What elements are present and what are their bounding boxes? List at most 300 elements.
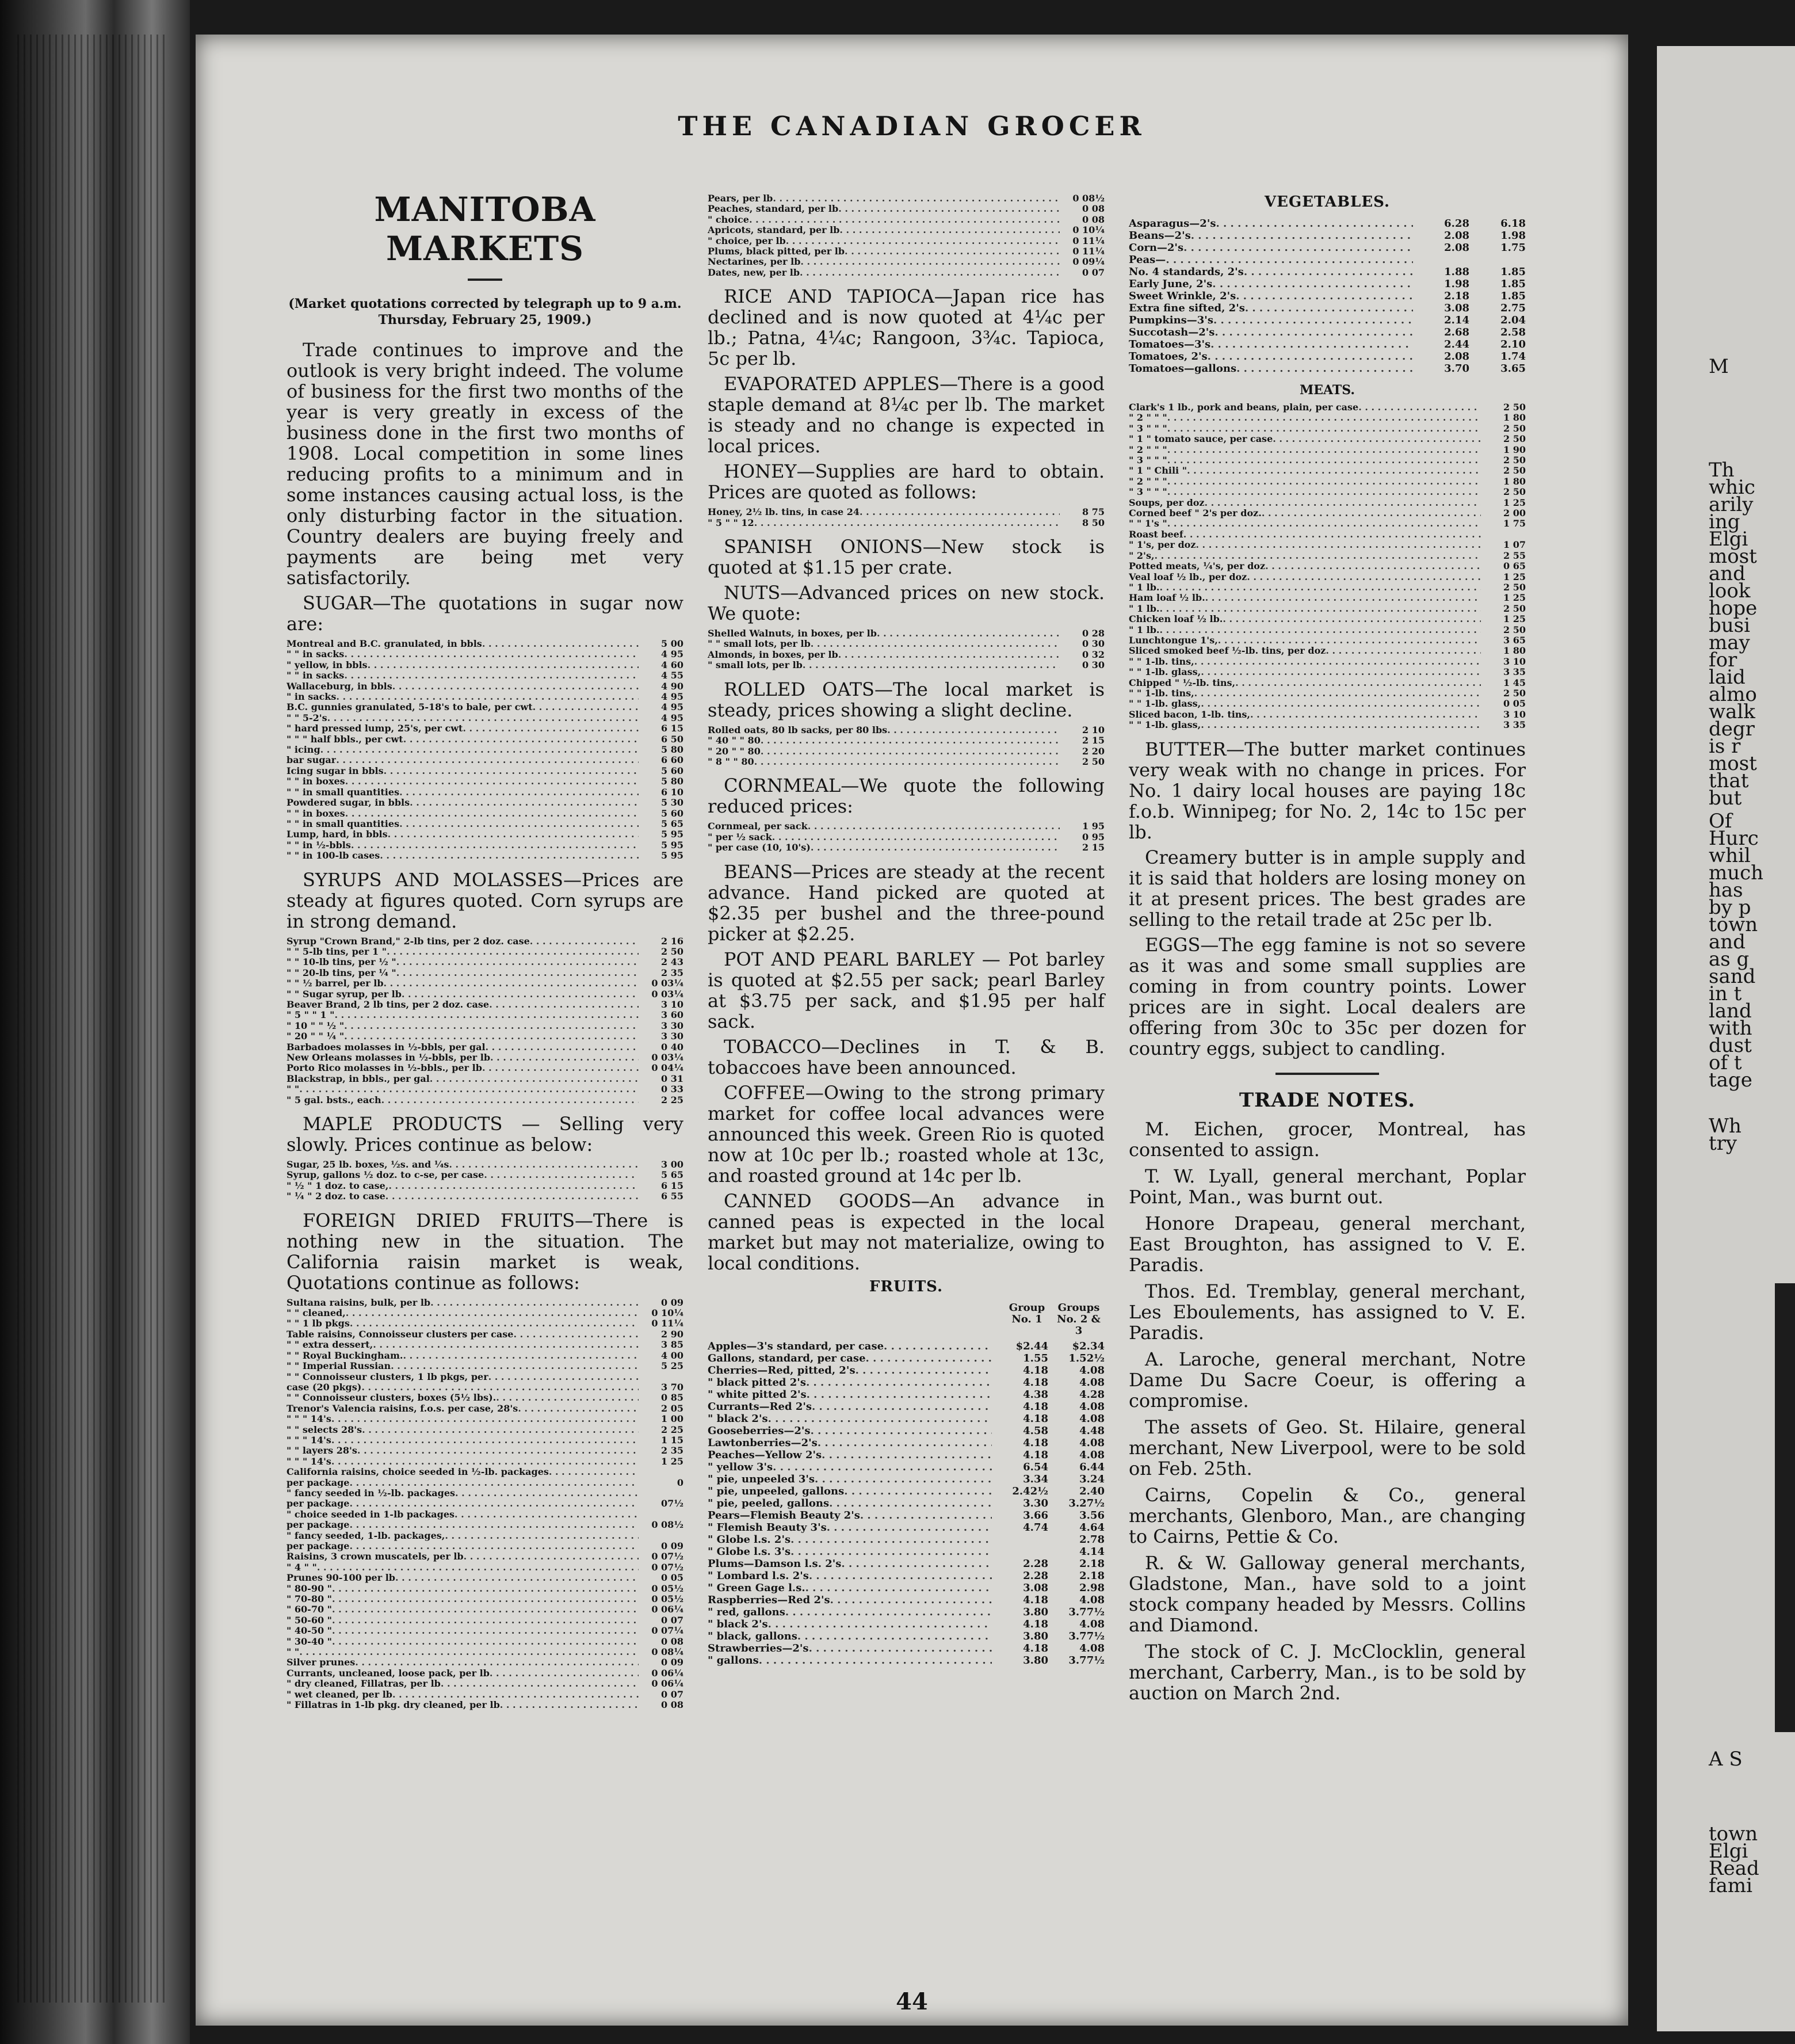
price-value: 4 55 [661, 670, 683, 681]
leader-dots [327, 713, 639, 723]
price-label: Pumpkins—3's [1129, 314, 1213, 326]
price-label: " fancy seeded, 1-lb. packages, [287, 1530, 445, 1541]
leader-dots [299, 1084, 639, 1095]
price-label: " " extra dessert, [287, 1340, 373, 1351]
price-value: 0 08 [1082, 203, 1105, 215]
price-row [287, 1467, 683, 1477]
price-row [287, 1414, 683, 1424]
price-value-group-1: 3.08 [1444, 302, 1469, 314]
price-row [287, 1604, 683, 1615]
meats-table [1129, 402, 1526, 731]
price-label: " red, gallons [708, 1606, 785, 1618]
leader-dots [1236, 290, 1413, 302]
leader-dots [1265, 561, 1481, 571]
price-label: " " in boxes [287, 776, 345, 787]
leader-dots [811, 639, 1060, 649]
price-row [287, 1361, 683, 1371]
nuts-paragraph: NUTS—Advanced prices on new stock. We quote: [708, 582, 1105, 625]
price-value-group-1: $2.44 [1015, 1340, 1048, 1352]
price-value-group-1: 4.18 [1023, 1412, 1048, 1425]
price-label: Pears—Flemish Beauty 2's [708, 1509, 860, 1521]
price-value: 3 65 [1503, 634, 1526, 646]
price-row [1129, 266, 1526, 278]
price-row [287, 1031, 683, 1042]
price-label: " " " 14's [287, 1435, 331, 1446]
price-value: 0 05½ [651, 1593, 683, 1605]
price-value-group-2: 3.56 [1079, 1509, 1105, 1521]
price-row [708, 1401, 1105, 1413]
price-value-group-1: 4.18 [1023, 1618, 1048, 1630]
price-label: Raisins, 3 crown muscatels, per lb [287, 1551, 464, 1562]
leader-dots [349, 1498, 639, 1509]
price-row [287, 1042, 683, 1052]
price-row [287, 947, 683, 957]
adjacent-page-text: whic [1709, 476, 1755, 499]
leader-dots [818, 1437, 992, 1449]
price-label: " " 1-lb. glass, [1129, 699, 1201, 710]
price-label: " per ½ sack [708, 832, 772, 842]
price-label: " 4 " " [287, 1562, 317, 1573]
price-value: 0 09 [661, 1540, 683, 1551]
price-label: Almonds, in boxes, per lb [708, 649, 838, 660]
price-row [1129, 518, 1526, 529]
adjacent-page-text: Of [1709, 810, 1732, 833]
leader-dots [349, 1520, 639, 1530]
price-value: 3 70 [661, 1381, 683, 1393]
leader-dots [344, 1021, 639, 1031]
price-value-group-2: 4.48 [1079, 1424, 1105, 1437]
price-value: 0 05 [1503, 698, 1526, 710]
leader-dots [490, 1668, 639, 1679]
price-label: " " in small quantities [287, 818, 400, 829]
price-label: Powdered sugar, in bbls [287, 798, 410, 809]
price-label: " 1 lb. [1129, 624, 1160, 635]
price-row [708, 1352, 1105, 1364]
price-label: " 3 " " " [1129, 455, 1167, 466]
adjacent-page-text: that [1709, 769, 1749, 792]
price-value-group-2: 2.04 [1500, 314, 1526, 326]
price-label: " Lombard l.s. 2's [708, 1569, 809, 1582]
price-label: " Flemish Beauty 3's [708, 1521, 827, 1534]
price-label: " " Imperial Russian [287, 1361, 391, 1372]
price-label: Sweet Wrinkle, 2's [1129, 290, 1236, 302]
adjacent-page-text: and [1709, 931, 1746, 954]
price-label: " hard pressed lump, 25's, per cwt [287, 723, 463, 734]
leader-dots [806, 1376, 992, 1389]
leader-dots [797, 1630, 992, 1642]
price-value: 4 60 [661, 659, 683, 670]
leader-dots [373, 1340, 639, 1350]
price-row [287, 1160, 683, 1170]
price-row [287, 702, 683, 712]
price-label: " " in sacks [287, 649, 345, 660]
price-value [639, 1509, 683, 1520]
price-label: Roast beef [1129, 529, 1183, 540]
price-label: " " Royal Buckingham. [287, 1350, 403, 1361]
price-row [1129, 582, 1526, 593]
price-value: 0 31 [661, 1073, 683, 1084]
price-row [1129, 363, 1526, 375]
price-row [1129, 302, 1526, 314]
onions-paragraph: SPANISH ONIONS—New stock is quoted at $1.15 per crate. [708, 536, 1105, 579]
price-value: 5 80 [661, 744, 683, 756]
price-row [287, 1551, 683, 1562]
price-row [708, 1521, 1105, 1534]
price-row [287, 1446, 683, 1456]
price-row [708, 1594, 1105, 1606]
price-row [287, 1329, 683, 1340]
leader-dots [392, 681, 639, 692]
price-value-group-1 [1413, 254, 1469, 266]
book-binding [0, 0, 190, 2044]
price-value: 5 95 [661, 850, 683, 861]
price-value-group-1: 4.18 [1023, 1436, 1048, 1449]
price-row [1129, 314, 1526, 326]
leader-dots [1159, 625, 1481, 635]
price-value: 0 03¼ [651, 988, 683, 1000]
price-value: 1 00 [661, 1413, 683, 1425]
column-2 [708, 190, 1105, 1675]
price-label: " 1 " tomato sauce, per case [1129, 434, 1273, 445]
price-value-group-2: 3.77½ [1068, 1654, 1105, 1667]
price-row [287, 1074, 683, 1084]
price-label: Montreal and B.C. granulated, in bbls [287, 639, 482, 649]
price-row [287, 1000, 683, 1010]
price-value-group-1 [992, 1546, 1048, 1558]
price-row [287, 1318, 683, 1329]
price-label: " 8 " " 80 [708, 756, 754, 767]
price-row [1129, 455, 1526, 466]
leader-dots [355, 1657, 639, 1668]
apples-paragraph: EVAPORATED APPLES—There is a good staple demand at 8¼c per lb. The market is steady and no change is expected in local prices. [708, 373, 1105, 457]
price-value: 0 05 [661, 1572, 683, 1584]
price-value-group-2: 1.52½ [1068, 1352, 1105, 1364]
leader-dots [1213, 314, 1413, 326]
price-label: " dry cleaned, Fillatras, per lb [287, 1679, 441, 1690]
price-value-group-2: 6.44 [1079, 1460, 1105, 1473]
price-value-group-2: 2.40 [1079, 1485, 1105, 1497]
fruits-group-header [708, 1302, 1105, 1337]
price-label: Rolled oats, 80 lb sacks, per 80 lbs [708, 724, 888, 735]
price-value-group-1: 3.70 [1444, 363, 1469, 375]
price-value: 1 80 [1503, 475, 1526, 487]
price-value: 5 80 [661, 776, 683, 787]
price-row [287, 1520, 683, 1530]
price-value: 0 32 [1082, 649, 1105, 660]
price-label: " pie, unpeeled, gallons [708, 1485, 845, 1497]
price-value-group-1: 4.18 [1023, 1376, 1048, 1389]
price-label: " black, gallons [708, 1630, 797, 1642]
leader-dots [385, 1191, 639, 1202]
price-value: 5 60 [661, 807, 683, 819]
leader-dots [345, 776, 639, 787]
price-row [708, 1546, 1105, 1558]
price-value: 3 35 [1503, 719, 1526, 731]
leader-dots [1212, 278, 1413, 290]
price-row [287, 1084, 683, 1095]
leader-dots [349, 1541, 639, 1551]
price-value-group-2: 4.08 [1079, 1642, 1105, 1654]
leader-dots [1187, 466, 1481, 476]
price-row [287, 1509, 683, 1520]
leader-dots [332, 1626, 639, 1636]
price-row [708, 1437, 1105, 1449]
price-row [1129, 498, 1526, 508]
adjacent-page-text: Wh [1709, 1115, 1741, 1138]
quotation-note [287, 296, 683, 328]
leader-dots [349, 1478, 639, 1488]
price-value-group-1: 2.08 [1444, 242, 1469, 254]
price-value-group-2: 4.08 [1079, 1593, 1105, 1606]
price-value-group-2: 1.98 [1500, 230, 1526, 242]
adjacent-page-text: almo [1709, 683, 1757, 706]
price-value: 0 08½ [651, 1519, 683, 1531]
leader-dots [1159, 604, 1481, 614]
leader-dots [809, 1570, 992, 1582]
price-row [708, 507, 1105, 517]
honey-table [708, 507, 1105, 528]
price-label: " 2 " " " [1129, 413, 1167, 424]
trade-note: The assets of Geo. St. Hilaire, general merchant, New Liverpool, were to be sold on Feb. 25th. [1129, 1416, 1526, 1479]
leader-dots [464, 1551, 639, 1562]
leader-dots [815, 1473, 992, 1485]
adjacent-page-text: by p [1709, 896, 1751, 919]
price-label: Succotash—2's [1129, 326, 1215, 338]
leader-dots [1194, 688, 1481, 699]
price-label: " " Connoisseur clusters, boxes (5½ lbs). [287, 1393, 497, 1404]
leader-dots [1245, 302, 1413, 314]
price-value-group-1: 3.08 [1023, 1581, 1048, 1594]
price-value-group-2: 4.08 [1079, 1400, 1105, 1413]
price-value-group-1: 6.28 [1444, 218, 1469, 230]
price-value-group-2: 2.18 [1079, 1557, 1105, 1570]
price-label: Lunchtongue 1's, [1129, 635, 1218, 646]
price-value: 3 85 [661, 1339, 683, 1351]
leader-dots [500, 1700, 639, 1710]
adjacent-page-text: with [1709, 1017, 1752, 1040]
price-label: per package [287, 1498, 350, 1509]
price-value: 0 03¼ [651, 978, 683, 989]
price-value-group-2: 4.08 [1079, 1448, 1105, 1461]
price-value: 2 55 [1503, 550, 1526, 561]
trade-note: M. Eichen, grocer, Montreal, has consented to assign. [1129, 1118, 1526, 1161]
leader-dots [805, 1582, 992, 1594]
price-label: Soups, per doz [1129, 497, 1205, 508]
price-label: Extra fine sifted, 2's [1129, 302, 1245, 314]
price-label: Asparagus—2's [1129, 218, 1216, 230]
price-label: " 1 lb. [1129, 582, 1160, 593]
price-label: Icing sugar in bbls [287, 765, 384, 776]
price-value: 0 08¼ [651, 1646, 683, 1658]
price-row [287, 1498, 683, 1509]
price-value: 2 25 [661, 1094, 683, 1105]
price-label: " " 1-lb. glass, [1129, 667, 1201, 678]
price-value-group-1 [992, 1534, 1048, 1546]
price-value: 4 95 [661, 701, 683, 713]
price-row [1129, 540, 1526, 550]
leader-dots [484, 1170, 639, 1180]
price-label: " choice [708, 214, 749, 225]
price-value: 1 90 [1503, 444, 1526, 455]
price-label: " " " 14's [287, 1414, 331, 1425]
price-row [708, 842, 1105, 853]
leader-dots [829, 1497, 992, 1509]
price-label: Gooseberries—2's [708, 1424, 811, 1437]
leader-dots [320, 745, 639, 755]
price-row [287, 1435, 683, 1446]
price-value [639, 1372, 683, 1382]
price-value-group-2: 1.85 [1500, 266, 1526, 278]
canned-goods-paragraph: CANNED GOODS—An advance in canned peas is expected in the local market but may not materialize, owing to local conditions. [708, 1189, 1105, 1274]
sugar-table [287, 639, 683, 861]
adjacent-page-text: in t [1709, 982, 1742, 1005]
price-label: Strawberries—2's [708, 1642, 809, 1654]
price-label: " Fillatras in 1-lb pkg. dry cleaned, per lb [287, 1700, 500, 1711]
price-label: " wet cleaned, per lb [287, 1689, 392, 1700]
price-row [708, 650, 1105, 660]
price-row [287, 1010, 683, 1020]
price-label: " 3 " " " [1129, 423, 1167, 434]
syrups-table [287, 936, 683, 1106]
price-value: 2 10 [1082, 724, 1105, 735]
adjacent-page-text: whil [1709, 844, 1751, 867]
leader-dots [336, 755, 639, 765]
leader-dots [336, 692, 639, 702]
price-value: 0 09¼ [1072, 256, 1105, 268]
page-header: THE CANADIAN GROCER [678, 110, 1146, 142]
article-title: MANITOBA MARKETS [374, 190, 596, 268]
price-value-group-2: 2.98 [1079, 1581, 1105, 1594]
price-row [1129, 699, 1526, 709]
price-row [1129, 561, 1526, 571]
price-value: 2 50 [1503, 465, 1526, 476]
price-row [287, 1298, 683, 1308]
price-row [1129, 254, 1526, 266]
price-value-group-1: 4.74 [1023, 1521, 1048, 1534]
price-row [1129, 218, 1526, 230]
price-label: California raisins, choice seeded in ½-lb. packages [287, 1467, 549, 1478]
adjacent-page-text: Th [1709, 459, 1735, 482]
price-value: 6 15 [661, 723, 683, 734]
price-label: Dates, new, per lb [708, 267, 800, 278]
price-value: 2 50 [1503, 422, 1526, 434]
dried-fruits-table [708, 193, 1105, 278]
adjacent-page-text: most [1709, 752, 1757, 775]
leader-dots [1191, 230, 1413, 242]
leader-dots [331, 1456, 639, 1467]
price-value: 2 20 [1082, 745, 1105, 757]
price-row [1129, 350, 1526, 363]
leader-dots [1166, 254, 1413, 266]
price-value: 0 08 [661, 1699, 683, 1711]
price-label: case (20 pkgs) [287, 1382, 362, 1393]
vegetables-table [1129, 218, 1526, 375]
price-value: 0 33 [661, 1084, 683, 1095]
price-value: 3 60 [661, 1009, 683, 1021]
price-row [708, 1654, 1105, 1667]
price-label: Plums—Damson l.s. 2's [708, 1557, 842, 1570]
price-label: " 80-90 " [287, 1583, 332, 1594]
price-row [287, 1404, 683, 1414]
leader-dots [396, 968, 639, 978]
price-label: " 10 " " ½ " [287, 1020, 345, 1031]
magazine-page [196, 35, 1628, 2026]
sugar-paragraph: SUGAR—The quotations in sugar now are: [287, 592, 683, 635]
price-row [1129, 230, 1526, 242]
leader-dots [403, 1351, 639, 1361]
price-value: 1 75 [1503, 518, 1526, 529]
adjacent-page-text: may [1709, 631, 1750, 654]
price-value-group-2: 2.18 [1079, 1569, 1105, 1582]
price-row [708, 246, 1105, 257]
price-value-group-2: 4.08 [1079, 1618, 1105, 1630]
adjacent-page-text: sand [1709, 965, 1756, 988]
leader-dots [399, 819, 639, 829]
price-row [287, 1626, 683, 1636]
leader-dots [455, 1509, 639, 1520]
price-row [287, 745, 683, 755]
price-label: Syrup, gallons ½ doz. to c-se, per case [287, 1170, 484, 1181]
price-label: Sliced bacon, 1-lb. tins, [1129, 709, 1250, 720]
price-value: 0 06¼ [651, 1604, 683, 1615]
price-row [287, 968, 683, 978]
price-value: 1 25 [1503, 571, 1526, 582]
butter-paragraph: BUTTER—The butter market continues very weak with no change in prices. For No. 1 dairy local houses are paying 18c f.o.b. Winnipeg; for No. 2, 14c to 15c per lb. [1129, 738, 1526, 843]
leader-dots [299, 1647, 639, 1657]
price-label: " " 1's " [1129, 518, 1167, 529]
leader-dots [344, 670, 639, 681]
adjacent-page-text: Hurc [1709, 827, 1759, 850]
title-rule [468, 279, 502, 281]
price-value-group-2: 4.08 [1079, 1436, 1105, 1449]
leader-dots [331, 1414, 639, 1424]
price-label: " " Sugar syrup, per lb [287, 989, 402, 1000]
cornmeal-paragraph: CORNMEAL—We quote the following reduced prices: [708, 775, 1105, 818]
quotation-note-line: Thursday, February 25, 1909.) [378, 312, 592, 327]
nuts-table [708, 628, 1105, 671]
price-value: 3 00 [661, 1159, 683, 1170]
price-label: Veal loaf ½ lb., per doz [1129, 571, 1247, 582]
price-value: 0 [677, 1477, 683, 1488]
trade-notes-list [1129, 1119, 1526, 1703]
leader-dots [839, 225, 1060, 235]
leader-dots [463, 723, 639, 734]
price-label: " " 1-lb. tins, [1129, 656, 1194, 667]
syrups-paragraph: SYRUPS AND MOLASSES—Prices are steady at figures quoted. Corn syrups are in strong demand. [287, 868, 683, 932]
price-value-group-2: 4.28 [1079, 1388, 1105, 1401]
price-row [287, 755, 683, 765]
price-label: " 5 " " 1 " [287, 1010, 335, 1021]
price-value: 2 50 [1503, 433, 1526, 445]
leader-dots [1216, 218, 1413, 230]
price-value: 2 50 [1503, 486, 1526, 498]
creamery-paragraph: Creamery butter is in ample supply and it is said that holders are losing money on it at present prices. The best grades are selling to the retail trade at 25c per lb. [1129, 846, 1526, 931]
price-value: 2 35 [661, 967, 683, 978]
price-label: " 5 " " 12 [708, 517, 754, 528]
leader-dots [533, 702, 639, 712]
price-row [287, 840, 683, 851]
leader-dots [1358, 402, 1481, 413]
price-value-group-2: 4.64 [1079, 1521, 1105, 1534]
price-row [287, 936, 683, 947]
price-value-group-2: 3.77½ [1068, 1606, 1105, 1618]
leader-dots [332, 1604, 639, 1615]
price-row [287, 1021, 683, 1031]
leader-dots [1201, 720, 1481, 730]
price-label: " " 10-lb tins, per ½ " [287, 957, 396, 968]
price-row [287, 1647, 683, 1657]
trade-note: T. W. Lyall, general merchant, Poplar Point, Man., was burnt out. [1129, 1165, 1526, 1208]
